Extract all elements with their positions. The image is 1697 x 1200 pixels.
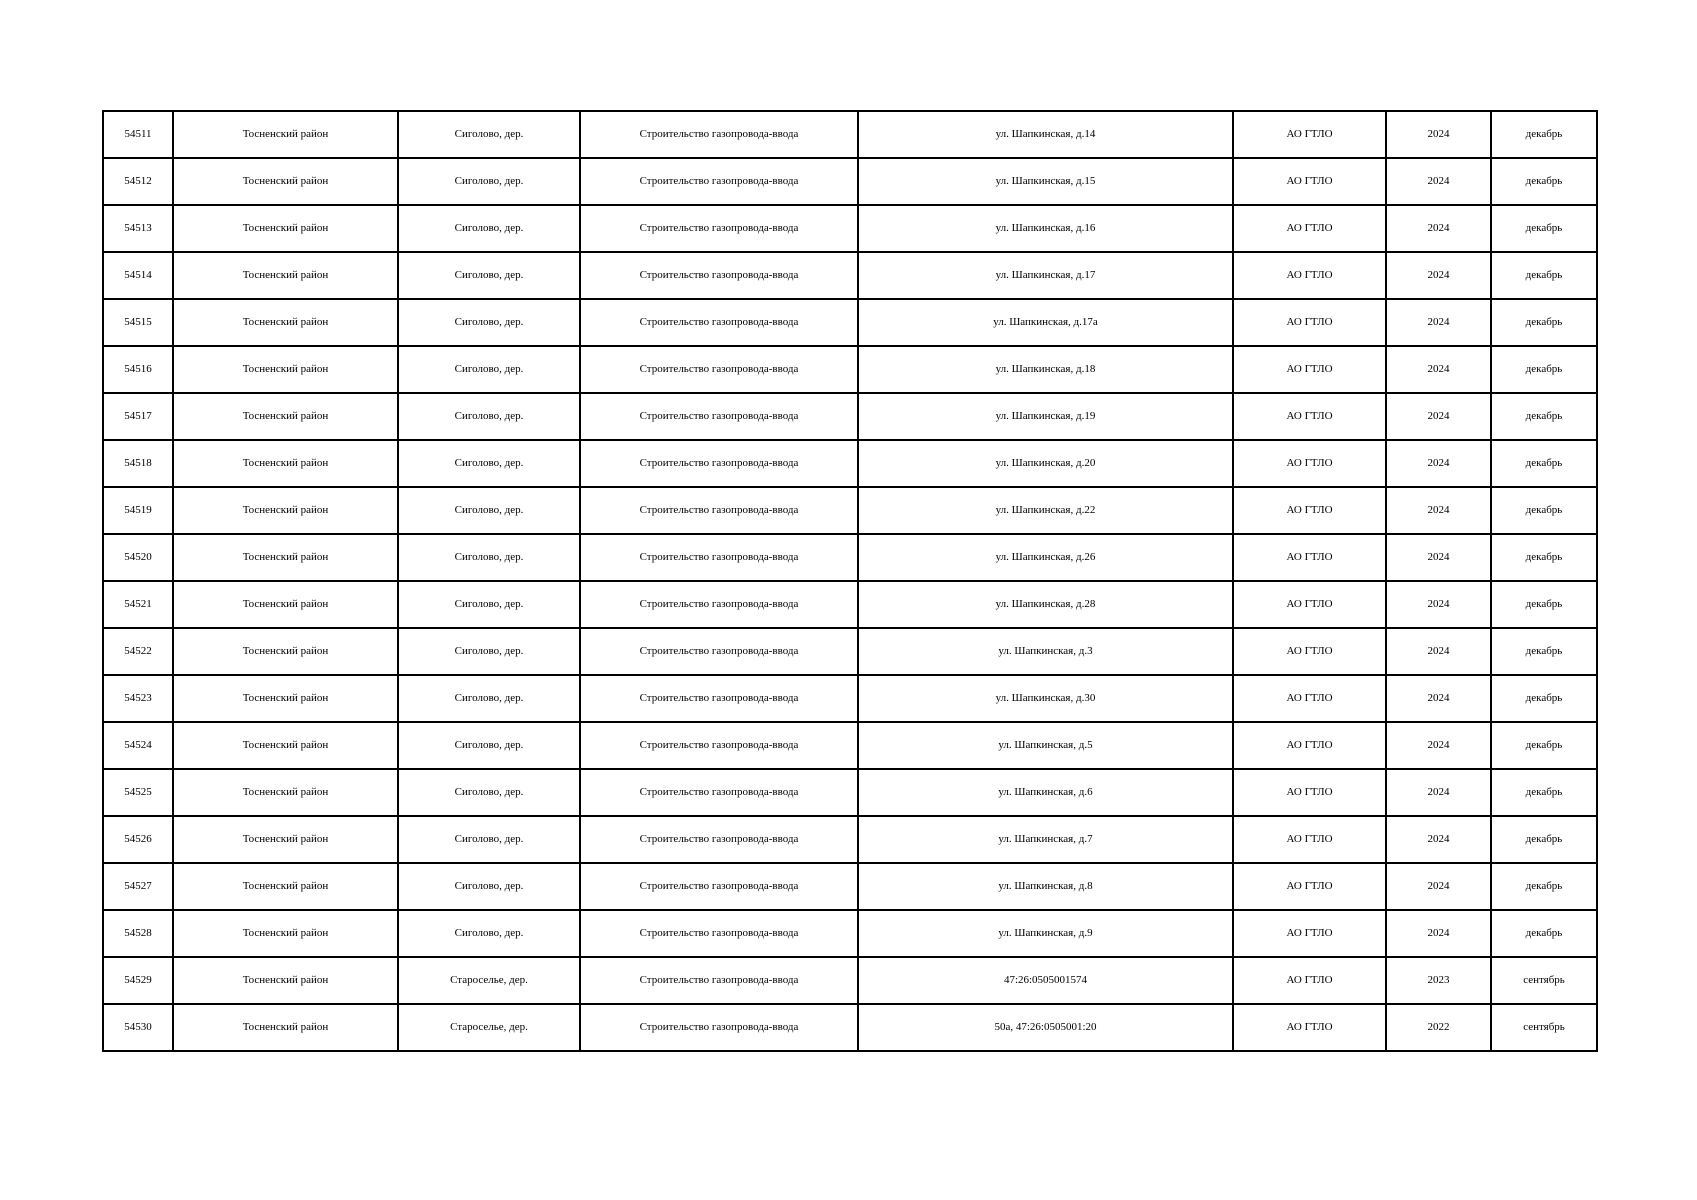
work-type-cell: Строительство газопровода-ввода	[580, 393, 858, 440]
table-row	[103, 252, 1597, 299]
address-cell: ул. Шапкинская, д.30	[858, 675, 1233, 722]
month-cell: декабрь	[1491, 346, 1597, 393]
address-cell: ул. Шапкинская, д.28	[858, 581, 1233, 628]
settlement-cell: Староселье, дер.	[398, 1004, 580, 1051]
organization-cell: АО ГТЛО	[1233, 111, 1386, 158]
organization-cell: АО ГТЛО	[1233, 393, 1386, 440]
record-number-cell: 54518	[103, 440, 173, 487]
settlement-cell: Сиголово, дер.	[398, 299, 580, 346]
record-number-cell: 54524	[103, 722, 173, 769]
month-cell: декабрь	[1491, 816, 1597, 863]
month-cell: декабрь	[1491, 487, 1597, 534]
year-cell: 2024	[1386, 205, 1491, 252]
organization-cell: АО ГТЛО	[1233, 487, 1386, 534]
work-type-cell: Строительство газопровода-ввода	[580, 299, 858, 346]
month-cell: сентябрь	[1491, 957, 1597, 1004]
address-cell: 50а, 47:26:0505001:20	[858, 1004, 1233, 1051]
month-cell: декабрь	[1491, 534, 1597, 581]
organization-cell: АО ГТЛО	[1233, 158, 1386, 205]
month-cell: декабрь	[1491, 111, 1597, 158]
settlement-cell: Сиголово, дер.	[398, 440, 580, 487]
organization-cell: АО ГТЛО	[1233, 440, 1386, 487]
work-type-cell: Строительство газопровода-ввода	[580, 111, 858, 158]
district-cell: Тосненский район	[173, 581, 398, 628]
settlement-cell: Сиголово, дер.	[398, 722, 580, 769]
month-cell: декабрь	[1491, 299, 1597, 346]
year-cell: 2024	[1386, 628, 1491, 675]
table-row	[103, 440, 1597, 487]
record-number-cell: 54519	[103, 487, 173, 534]
month-cell: декабрь	[1491, 581, 1597, 628]
organization-cell: АО ГТЛО	[1233, 581, 1386, 628]
organization-cell: АО ГТЛО	[1233, 628, 1386, 675]
month-cell: декабрь	[1491, 722, 1597, 769]
address-cell: ул. Шапкинская, д.15	[858, 158, 1233, 205]
address-cell: ул. Шапкинская, д.8	[858, 863, 1233, 910]
organization-cell: АО ГТЛО	[1233, 299, 1386, 346]
year-cell: 2024	[1386, 910, 1491, 957]
district-cell: Тосненский район	[173, 1004, 398, 1051]
year-cell: 2024	[1386, 299, 1491, 346]
record-number-cell: 54527	[103, 863, 173, 910]
table-row	[103, 534, 1597, 581]
district-cell: Тосненский район	[173, 769, 398, 816]
settlement-cell: Сиголово, дер.	[398, 581, 580, 628]
month-cell: декабрь	[1491, 393, 1597, 440]
year-cell: 2022	[1386, 1004, 1491, 1051]
year-cell: 2024	[1386, 487, 1491, 534]
address-cell: ул. Шапкинская, д.20	[858, 440, 1233, 487]
work-type-cell: Строительство газопровода-ввода	[580, 863, 858, 910]
organization-cell: АО ГТЛО	[1233, 1004, 1386, 1051]
work-type-cell: Строительство газопровода-ввода	[580, 534, 858, 581]
district-cell: Тосненский район	[173, 957, 398, 1004]
work-type-cell: Строительство газопровода-ввода	[580, 910, 858, 957]
year-cell: 2024	[1386, 393, 1491, 440]
table-row	[103, 111, 1597, 158]
record-number-cell: 54520	[103, 534, 173, 581]
table-row	[103, 581, 1597, 628]
address-cell: 47:26:0505001574	[858, 957, 1233, 1004]
year-cell: 2024	[1386, 534, 1491, 581]
year-cell: 2024	[1386, 675, 1491, 722]
table-row	[103, 393, 1597, 440]
month-cell: декабрь	[1491, 205, 1597, 252]
month-cell: декабрь	[1491, 628, 1597, 675]
district-cell: Тосненский район	[173, 158, 398, 205]
organization-cell: АО ГТЛО	[1233, 346, 1386, 393]
year-cell: 2024	[1386, 863, 1491, 910]
register-table	[102, 110, 1598, 1052]
organization-cell: АО ГТЛО	[1233, 722, 1386, 769]
organization-cell: АО ГТЛО	[1233, 252, 1386, 299]
work-type-cell: Строительство газопровода-ввода	[580, 722, 858, 769]
settlement-cell: Сиголово, дер.	[398, 487, 580, 534]
month-cell: декабрь	[1491, 863, 1597, 910]
month-cell: декабрь	[1491, 769, 1597, 816]
address-cell: ул. Шапкинская, д.22	[858, 487, 1233, 534]
district-cell: Тосненский район	[173, 393, 398, 440]
address-cell: ул. Шапкинская, д.3	[858, 628, 1233, 675]
year-cell: 2024	[1386, 346, 1491, 393]
organization-cell: АО ГТЛО	[1233, 957, 1386, 1004]
work-type-cell: Строительство газопровода-ввода	[580, 1004, 858, 1051]
month-cell: декабрь	[1491, 252, 1597, 299]
organization-cell: АО ГТЛО	[1233, 863, 1386, 910]
month-cell: декабрь	[1491, 910, 1597, 957]
month-cell: декабрь	[1491, 158, 1597, 205]
table-row	[103, 628, 1597, 675]
address-cell: ул. Шапкинская, д.26	[858, 534, 1233, 581]
work-type-cell: Строительство газопровода-ввода	[580, 205, 858, 252]
settlement-cell: Староселье, дер.	[398, 957, 580, 1004]
district-cell: Тосненский район	[173, 863, 398, 910]
address-cell: ул. Шапкинская, д.18	[858, 346, 1233, 393]
address-cell: ул. Шапкинская, д.14	[858, 111, 1233, 158]
settlement-cell: Сиголово, дер.	[398, 675, 580, 722]
address-cell: ул. Шапкинская, д.9	[858, 910, 1233, 957]
work-type-cell: Строительство газопровода-ввода	[580, 816, 858, 863]
work-type-cell: Строительство газопровода-ввода	[580, 675, 858, 722]
organization-cell: АО ГТЛО	[1233, 910, 1386, 957]
year-cell: 2024	[1386, 158, 1491, 205]
organization-cell: АО ГТЛО	[1233, 816, 1386, 863]
year-cell: 2024	[1386, 722, 1491, 769]
district-cell: Тосненский район	[173, 299, 398, 346]
record-number-cell: 54526	[103, 816, 173, 863]
month-cell: сентябрь	[1491, 1004, 1597, 1051]
record-number-cell: 54529	[103, 957, 173, 1004]
settlement-cell: Сиголово, дер.	[398, 910, 580, 957]
address-cell: ул. Шапкинская, д.17а	[858, 299, 1233, 346]
district-cell: Тосненский район	[173, 534, 398, 581]
district-cell: Тосненский район	[173, 487, 398, 534]
work-type-cell: Строительство газопровода-ввода	[580, 440, 858, 487]
address-cell: ул. Шапкинская, д.19	[858, 393, 1233, 440]
work-type-cell: Строительство газопровода-ввода	[580, 581, 858, 628]
address-cell: ул. Шапкинская, д.17	[858, 252, 1233, 299]
year-cell: 2024	[1386, 252, 1491, 299]
record-number-cell: 54530	[103, 1004, 173, 1051]
settlement-cell: Сиголово, дер.	[398, 816, 580, 863]
record-number-cell: 54513	[103, 205, 173, 252]
work-type-cell: Строительство газопровода-ввода	[580, 158, 858, 205]
year-cell: 2023	[1386, 957, 1491, 1004]
record-number-cell: 54525	[103, 769, 173, 816]
record-number-cell: 54521	[103, 581, 173, 628]
table-row	[103, 910, 1597, 957]
work-type-cell: Строительство газопровода-ввода	[580, 346, 858, 393]
table-row	[103, 205, 1597, 252]
address-cell: ул. Шапкинская, д.16	[858, 205, 1233, 252]
organization-cell: АО ГТЛО	[1233, 675, 1386, 722]
settlement-cell: Сиголово, дер.	[398, 393, 580, 440]
district-cell: Тосненский район	[173, 675, 398, 722]
work-type-cell: Строительство газопровода-ввода	[580, 487, 858, 534]
record-number-cell: 54515	[103, 299, 173, 346]
table-row	[103, 487, 1597, 534]
table-row	[103, 1004, 1597, 1051]
settlement-cell: Сиголово, дер.	[398, 534, 580, 581]
record-number-cell: 54523	[103, 675, 173, 722]
address-cell: ул. Шапкинская, д.6	[858, 769, 1233, 816]
table-row	[103, 957, 1597, 1004]
district-cell: Тосненский район	[173, 205, 398, 252]
record-number-cell: 54516	[103, 346, 173, 393]
table-row	[103, 158, 1597, 205]
register-table-body	[103, 111, 1597, 1051]
district-cell: Тосненский район	[173, 440, 398, 487]
year-cell: 2024	[1386, 440, 1491, 487]
district-cell: Тосненский район	[173, 111, 398, 158]
district-cell: Тосненский район	[173, 722, 398, 769]
settlement-cell: Сиголово, дер.	[398, 863, 580, 910]
work-type-cell: Строительство газопровода-ввода	[580, 252, 858, 299]
year-cell: 2024	[1386, 769, 1491, 816]
year-cell: 2024	[1386, 581, 1491, 628]
work-type-cell: Строительство газопровода-ввода	[580, 769, 858, 816]
address-cell: ул. Шапкинская, д.5	[858, 722, 1233, 769]
settlement-cell: Сиголово, дер.	[398, 205, 580, 252]
organization-cell: АО ГТЛО	[1233, 534, 1386, 581]
organization-cell: АО ГТЛО	[1233, 205, 1386, 252]
month-cell: декабрь	[1491, 440, 1597, 487]
settlement-cell: Сиголово, дер.	[398, 111, 580, 158]
district-cell: Тосненский район	[173, 910, 398, 957]
table-row	[103, 816, 1597, 863]
settlement-cell: Сиголово, дер.	[398, 158, 580, 205]
record-number-cell: 54517	[103, 393, 173, 440]
settlement-cell: Сиголово, дер.	[398, 346, 580, 393]
settlement-cell: Сиголово, дер.	[398, 252, 580, 299]
record-number-cell: 54511	[103, 111, 173, 158]
table-row	[103, 299, 1597, 346]
table-row	[103, 863, 1597, 910]
district-cell: Тосненский район	[173, 346, 398, 393]
district-cell: Тосненский район	[173, 252, 398, 299]
table-row	[103, 346, 1597, 393]
table-row	[103, 769, 1597, 816]
year-cell: 2024	[1386, 816, 1491, 863]
table-row	[103, 722, 1597, 769]
record-number-cell: 54522	[103, 628, 173, 675]
address-cell: ул. Шапкинская, д.7	[858, 816, 1233, 863]
record-number-cell: 54512	[103, 158, 173, 205]
settlement-cell: Сиголово, дер.	[398, 628, 580, 675]
year-cell: 2024	[1386, 111, 1491, 158]
work-type-cell: Строительство газопровода-ввода	[580, 957, 858, 1004]
district-cell: Тосненский район	[173, 628, 398, 675]
record-number-cell: 54514	[103, 252, 173, 299]
table-row	[103, 675, 1597, 722]
record-number-cell: 54528	[103, 910, 173, 957]
work-type-cell: Строительство газопровода-ввода	[580, 628, 858, 675]
organization-cell: АО ГТЛО	[1233, 769, 1386, 816]
month-cell: декабрь	[1491, 675, 1597, 722]
settlement-cell: Сиголово, дер.	[398, 769, 580, 816]
district-cell: Тосненский район	[173, 816, 398, 863]
